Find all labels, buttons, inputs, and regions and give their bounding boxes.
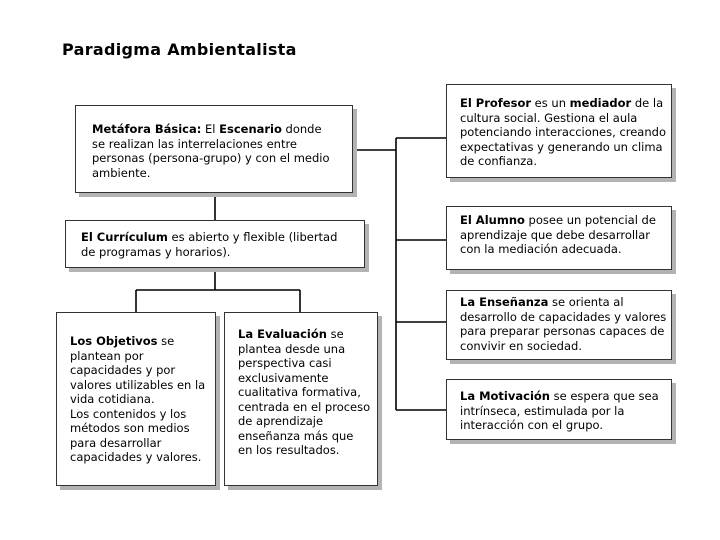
motivacion-label: La Motivación <box>460 389 550 403</box>
profesor-text-1: es un <box>531 96 570 110</box>
evaluacion-label: La Evaluación <box>238 327 327 341</box>
profesor-text-2: de la cultura social. Gestiona el aula potenciando interacciones, creando expectativas y generando un clima de confianza. <box>460 96 666 168</box>
curriculum-label: El Currículum <box>81 230 168 244</box>
evaluacion-text: se plantea desde una perspectiva casi exclusivamente cualitativa formativa, centrada en el proceso de aprendizaje enseñanza más que en los resultados. <box>238 327 371 457</box>
metafora-escenario: Escenario <box>219 122 282 136</box>
profesor-label: El Profesor <box>460 96 532 110</box>
box-profesor <box>446 84 672 178</box>
box-alumno <box>446 206 672 270</box>
objetivos-label: Los Objetivos <box>70 334 158 348</box>
box-ensenanza <box>446 290 672 360</box>
ensenanza-text: se orienta al desarrollo de capacidades y valores para preparar personas capaces de convivir en sociedad. <box>460 295 667 353</box>
box-objetivos <box>56 312 216 486</box>
alumno-text: posee un potencial de aprendizaje que debe desarrollar con la mediación adecuada. <box>460 213 656 256</box>
diagram-title: Paradigma Ambientalista <box>62 40 297 59</box>
curriculum-text: es abierto y flexible (libertad de programas y horarios). <box>81 230 338 259</box>
alumno-label: El Alumno <box>460 213 525 227</box>
metafora-label: Metáfora Básica: <box>92 122 202 136</box>
objetivos-text-2: Los contenidos y los métodos son medios para desarrollar capacidades y valores. <box>70 406 202 464</box>
box-metafora-basica <box>75 105 353 193</box>
profesor-mediador: mediador <box>569 96 632 110</box>
motivacion-text: se espera que sea intrínseca, estimulada por la interacción con el grupo. <box>460 389 659 432</box>
box-evaluacion <box>224 312 378 486</box>
ensenanza-label: La Enseñanza <box>460 295 549 309</box>
box-motivacion <box>446 379 672 440</box>
box-curriculum <box>65 220 365 268</box>
metafora-text-2: donde se realizan las interrelaciones entre personas (persona-grupo) y con el medio ambiente. <box>92 122 330 180</box>
objetivos-text: se plantean por capacidades y por valores utilizables en la vida cotidiana. <box>70 334 206 406</box>
metafora-text-1: El <box>201 122 220 136</box>
